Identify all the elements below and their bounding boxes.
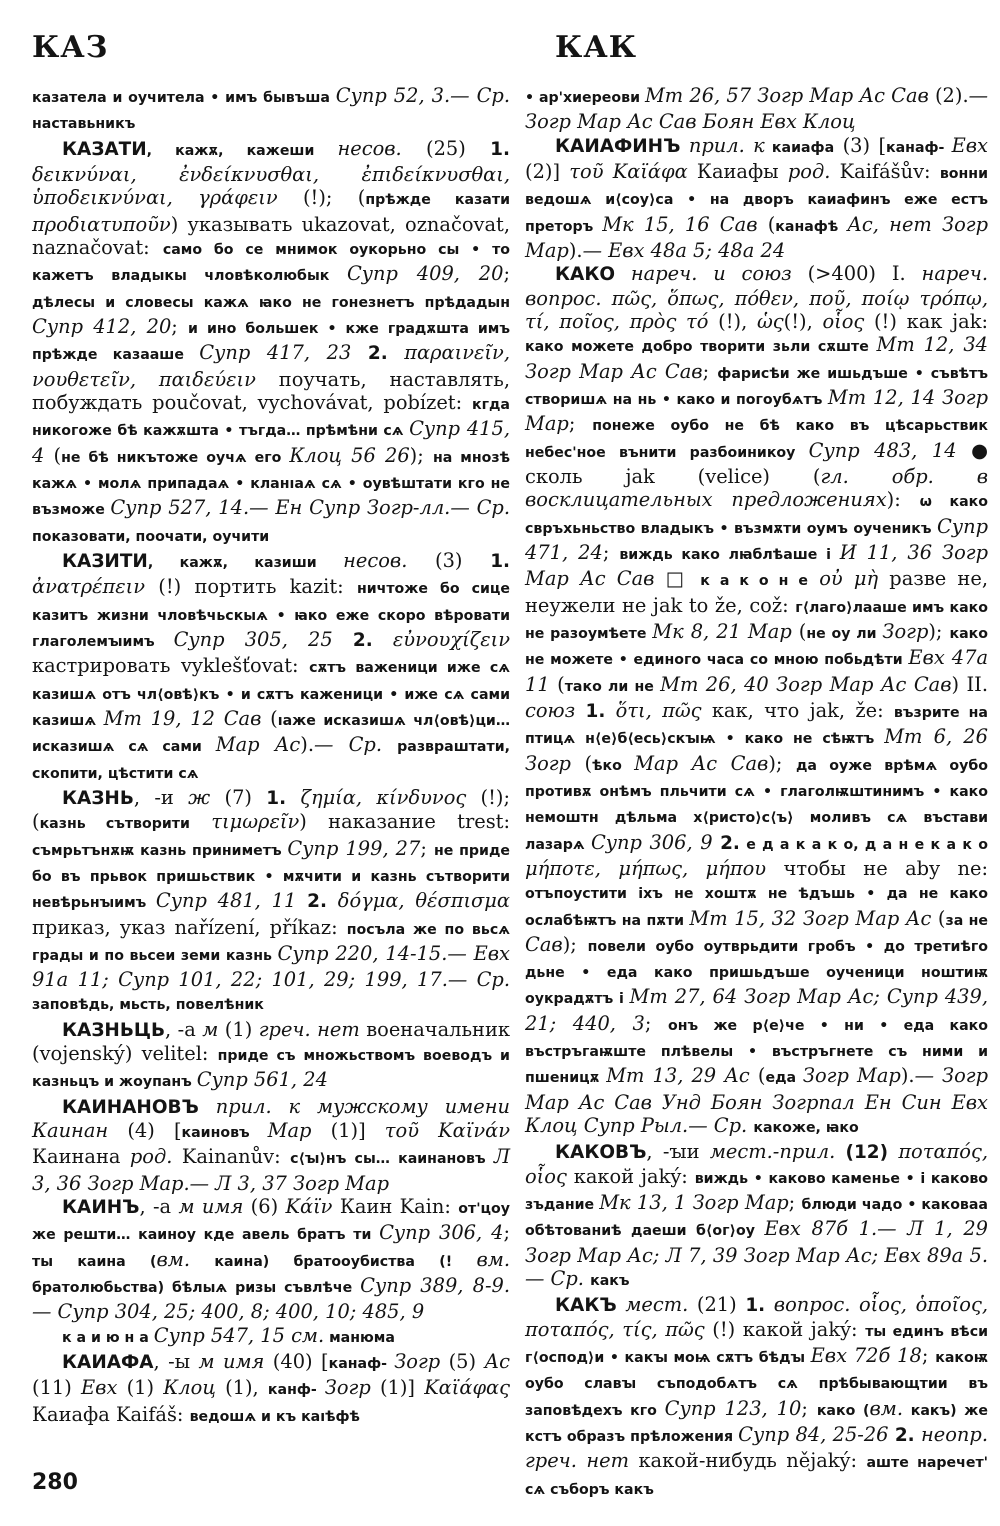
greek-text: πῶς, ὅπως, πόθεν, ποῦ, ποίῳ τρόπῳ, τί, ποῖος, πρὸς τό [525,286,988,333]
church-slavonic-text: съмрьтънѫѭ казнь приниметъ [32,842,288,859]
citation-text: нареч. вопрос. [525,262,988,310]
greek-text: τοῦ Καϊάφα [560,159,688,183]
citation-text: Мт 12, 34 Зогр Мар Ас Сав [525,333,988,383]
church-slavonic-text: братолюбьства) бѣлыѧ ризы съвлѣче [32,1280,361,1297]
gloss-text: военачальник (vojenský) velitel: [32,1017,511,1066]
citation-text: Супр 123, 10 [664,1396,802,1420]
church-slavonic-text: манюма [324,1329,395,1346]
gloss-text: (>400) I. [791,262,922,286]
citation-text: мест.-прил. [709,1140,836,1164]
citation-text: Супр 412, 20 [32,314,172,338]
church-slavonic-text: ты каина ( [32,1253,157,1270]
church-slavonic-text: г⟨лаго⟩лааше имъ како не разоумѣете [525,599,988,642]
gloss-text: (4) [ [108,1119,182,1143]
church-slavonic-text: каиафа [764,139,835,156]
gloss-text: ); [928,619,950,643]
church-slavonic-text: е д а к а к о, д а н е к а к о [739,836,989,853]
gloss-text: ( [791,619,807,643]
gloss-text: ); [768,751,796,775]
church-slavonic-text: вонни ведошѧ и⟨соу⟩са • на дворъ каиафинъ еже естъ преторъ [525,165,988,235]
citation-text: Л 3, 36 Зогр Мар.— Л 3, 37 Зогр Мар [32,1145,510,1195]
headword: 2. [720,832,740,854]
gloss-text: ( [757,212,776,236]
gloss-text: Kaifášův: [830,159,940,183]
citation-text: вопрос. [765,1293,851,1317]
citation-text: род. [129,1145,173,1169]
headword: КАЗНЬ [62,787,134,809]
citation-text: Мт 26, 57 Зогр Мар Ас Сав [644,84,929,107]
gloss-text: ): [886,488,920,512]
gloss-text: (2)] [525,159,561,183]
gloss-text: ( [261,706,278,730]
citation-text: несов. [337,136,402,160]
headword: КАКО [555,264,616,286]
headword: 2. [367,343,388,365]
headword: КАКЪ [555,1295,617,1317]
church-slavonic-text: како можете добро творити зьли сѫште [525,339,877,356]
church-slavonic-text: тако ли не [564,678,661,695]
church-slavonic-text: сѫтъ важеници иже сѧ казишѧ отъ чл⟨овѣ⟩къ • и сѫтъ каженици • иже сѧ сами казишѧ [32,660,510,729]
church-slavonic-text: каиновъ [181,1125,268,1142]
gloss-text: Каинана [32,1145,130,1169]
citation-text: Евх [951,133,988,157]
citation-text: Супр 305, 25 [173,627,333,651]
citation-text: ж [188,785,211,809]
gloss-text: ; [702,359,718,383]
gloss-text: , -ы [153,1350,199,1374]
headword: 1. [266,787,287,809]
gloss-text: кастрировать vyklešťovat: [32,654,310,678]
gloss-text: ); [409,443,433,467]
greek-text: δεικνύναι, ἐνδείκνυσθαι, ἐπιδείκνυσθαι, ὑποδεικνύναι, γράφειν [32,162,510,210]
citation-text: Мт 6, 26 Зогр [525,725,988,775]
gloss-text: , -и [133,785,189,809]
church-slavonic-text: како ( [816,1402,870,1419]
gloss-text: (!) какой jaký: [704,1317,866,1341]
citation-text: Супр 471, 24 [525,514,988,564]
citation-text: прил. к [688,133,765,157]
church-slavonic-text: онъ же р⟨е⟩че • ни • еда како въстръгаѭште плѣвелы • въстръгнете съ ними и пшеницѫ [525,1017,989,1087]
church-slavonic-text: повели оубо оутврьдити гробъ • до третиѣго дьне • еда како пришьдъше оученици ноштиѭ оукрадѫтъ і [525,938,989,1008]
right-column [525,84,988,1502]
citation-text: несов. [343,548,408,572]
gloss-text: какой jaký: [566,1164,695,1188]
church-slavonic-text: блюди чадо • каковаа обѣтованиѣ даеши б⟨ог⟩оу [525,1197,988,1240]
greek-text: προδιατυποῦν [32,212,171,236]
headword: КАКОВЪ [555,1142,647,1164]
greek-text: ζημία, κίνδυνος [286,785,467,809]
citation-text: м [202,1017,219,1041]
citation-text: Супр 220, 14-15.— Евх 91a 11; Супр 101, 22; 101, 29; 199, 17.— Ср. [32,941,510,992]
gloss-text: ; [788,1191,802,1215]
church-slavonic-text: от'цоу же решти… каиноу кде авель братъ ти [32,1201,510,1244]
church-slavonic-text: приде съ множьствомъ воеводъ и казньцъ и жоупанъ [32,1048,510,1091]
greek-text: τοῦ Καϊνάν [365,1119,510,1143]
church-slavonic-text: за не [945,912,988,929]
church-slavonic-text: развраштати, скопити, цѣстити сѧ [32,739,510,782]
gloss-text: приказ, указ nařízení, příkaz: [32,915,347,939]
church-slavonic-text: канафѣ [775,218,848,235]
greek-text: ὅτι, πῶς [605,698,702,722]
page-number: 280 [32,1470,78,1495]
citation-text: Зогр [394,1350,441,1374]
citation-text: неопр. греч. нет [525,1423,988,1473]
headword: 2. [307,891,327,913]
church-slavonic-text: дѣлесы и словесы кажѧ ꙗко не гонезнетъ прѣдадын [32,294,510,311]
dictionary-entry [32,1195,510,1324]
citation-text: Ас [484,1350,510,1374]
running-head-right: КАК [555,30,638,65]
headword: КАЗАТИ [62,138,147,160]
gloss-text: ; [801,1396,817,1420]
citation-text: Мар [267,1119,312,1143]
headword: КАИНАНОВЪ [62,1096,199,1118]
citation-text: Мк 13, 1 Зогр Мар [599,1191,789,1215]
church-slavonic-text: како не можете • единого часа со мною побьдѣти [525,625,988,669]
headword: КАИНЪ [62,1197,140,1219]
gloss-text: ( [570,751,593,775]
gloss-text [835,1140,845,1163]
gloss-text: ; [568,412,593,436]
citation-text: Супр 199, 27 [287,836,421,860]
citation-text: Мт 27, 64 Зогр Мар Ас; Супр 439, 21; 440, 3 [525,985,988,1035]
citation-text: Зогр Мар [802,1064,901,1088]
citation-text: Супр 415, 4 [32,417,510,467]
citation-text: — Евх 48a 5; 48a 24 [582,238,786,262]
church-slavonic-text: и ино большек • кже градѫшта имъ прѣжде казааше [32,320,510,364]
greek-text: δόγμα, θέσπισμα [326,889,510,913]
citation-text: греч. нет [258,1017,360,1041]
citation-text: Супр 52, 3.— Ср. [335,84,510,107]
gloss-text [575,699,585,722]
gloss-text: ). [568,238,583,262]
gloss-text [680,134,688,157]
gloss-text [296,889,307,912]
gloss-text: , -ꙑи [646,1140,710,1164]
gloss-text: ; [420,836,434,860]
church-slavonic-text: какоѭ оубо славꙑ съподобѧтъ сѧ прѣбывающтии въ заповѣдехъ кго [525,1350,988,1419]
citation-text: Мк 8, 21 Мар [652,619,792,643]
gloss-text: (1)] [370,1376,415,1400]
headword: 1. [490,138,510,160]
greek-text: ὡς [747,309,784,333]
gloss-text: , -а [139,1195,179,1219]
dictionary-entry [32,1018,510,1095]
gloss-text: (!); ( [32,785,511,834]
gloss-text: (6) [243,1195,279,1219]
church-slavonic-text: казатела и оучитела • имъ бывъша [32,90,336,106]
church-slavonic-text: ѣко [592,757,635,774]
church-slavonic-text: не приде бо въ прьвок пришьствик • мѫчити и казнь сътворити невѣрьнꙑимъ [32,842,510,912]
church-slavonic-text: фарисѣи же ишьдъше • съвѣтъ створишѧ на нь • како и погоубѧтъ [525,365,989,408]
gloss-text: , -а [165,1017,203,1041]
citation-text: Мт 13, 29 Ас [606,1064,750,1088]
greek-text: οἷος [812,309,865,333]
citation-text: Супр 84, 25-26 [738,1423,889,1447]
citation-text: вм. [476,1247,510,1271]
citation-text: Супр 561, 24 [196,1068,328,1092]
headword: КАЗНЬЦЬ [62,1019,165,1041]
dictionary-entry [525,262,988,1140]
citation-text: Мар Ас [215,733,301,757]
citation-text: Клоц [163,1376,216,1400]
headword: 2. [352,629,373,651]
citation-text: Евх 72б 18 [810,1344,922,1368]
citation-text: Супр 483, 14 [808,438,957,462]
church-slavonic-text: заповѣдь, мьсть, повелѣник [32,997,264,1014]
citation-text: — Ср. [314,733,398,757]
church-slavonic-text: канф- [267,1382,325,1399]
dictionary-entry [32,84,510,137]
gloss-text: (!) как jak: [864,309,988,333]
citation-text: Зогр [324,1376,371,1400]
greek-text: τιμωρεῖν [189,810,300,834]
running-head-left: КАЗ [32,30,109,65]
citation-text: м имя [178,1195,244,1219]
church-slavonic-text: • ар'хиереови [525,90,645,106]
dictionary-entry [32,137,510,549]
left-column [32,84,510,1429]
greek-text: ποταπός, οἷος [525,1140,988,1188]
citation-text: Супр 389, 8-9.— Супр 304, 25; 400, 8; 400, 10; 485, 9 [32,1274,510,1324]
church-slavonic-text: какъ [590,1273,630,1290]
gloss-text: (1), [215,1376,268,1400]
gloss-text: (5) [440,1350,485,1374]
citation-text: Зогр [882,619,929,643]
greek-text: ἀνατρέπειν [32,575,146,599]
church-slavonic-text: отъпоустити іхъ не хоштѫ не ѣдъшь • да не како ослабѣѭтъ на пѫти [525,886,988,929]
gloss-text: поучать, наставлять, побуждать poučovat, vychovávat, pobízet: [32,367,510,414]
headword: 2. [894,1425,915,1447]
church-slavonic-text: ничтоже бо сице казитъ жизни чловѣчьскыѧ • ꙗко еже скоро вѣровати глаголемꙑимъ [32,581,510,650]
church-slavonic-text: да оуже врѣмѧ оубо противѫ онѣмъ пльчити сѧ • глаголѭштинимъ • како немоштн дѣльма х⟨ристо⟩с⟨ъ⟩ моливъ сѧ въстави лазарѧ [525,757,988,853]
dictionary-entry [32,786,510,1018]
gloss-text: (1) [117,1376,164,1400]
gloss-text: ; [503,262,510,286]
citation-text: вм. [869,1396,904,1420]
gloss-text: (3) [ [834,133,887,157]
gloss-text: (7) [210,785,267,809]
gloss-text [199,1095,216,1118]
citation-text: Супр 481, 11 [155,889,297,913]
headword: 1. [490,550,511,572]
citation-text: Супр 547, 15 см. [153,1323,325,1347]
citation-text: м имя [198,1350,265,1374]
greek-text: παραινεῖν, νουθετεῖν, παιδεύειν [32,341,510,391]
citation-text: Клоц 56 26 [289,443,410,467]
church-slavonic-text: какоже, ꙗко [753,1120,859,1137]
gloss-text: ; [602,540,620,564]
gloss-text: ( [931,906,946,930]
citation-text: Мар Ас Сав [634,751,769,775]
church-slavonic-text: показовати, поочати, оучити [32,528,270,545]
gloss-text: (2). [928,84,969,107]
gloss-text [615,262,631,285]
gloss-text: ). [900,1064,915,1088]
citation-text: нареч. и союз [630,262,792,286]
headword: КАЗИТИ [62,550,148,572]
church-slavonic-text: наставьникъ [32,116,136,133]
greek-text: μήποτε, μήπως, μήπου [525,856,767,880]
dictionary-entry [525,1293,988,1502]
gloss-text: Каин Kain: [332,1195,459,1219]
church-slavonic-text: не бѣ никътоже оучѧ его [61,449,290,466]
church-slavonic-text: , кажѫ, казиши [147,554,344,571]
citation-text: Евх [81,1376,118,1400]
citation-text: Мт 19, 12 Сав [103,706,262,730]
gloss-text: ( [549,672,565,696]
gloss-text: (1)] [311,1119,366,1143]
church-slavonic-text: ıаже исказишѧ чл⟨овѣ⟩ци… исказишѧ сѧ сами [32,712,511,756]
gloss-text: ● сколь jak (velice) ( [525,438,988,488]
citation-text: Супр 306, 4 [379,1221,504,1245]
church-slavonic-text: посъла же по вьсѧ грады и по вьсеи земи казнь [32,921,510,964]
gloss-text: ; [171,314,189,338]
gloss-text: Каиафы [687,159,788,183]
church-slavonic-text: ведошѧ и къ каıѣфѣ [189,1408,360,1425]
citation-text: союз [525,698,576,722]
church-slavonic-text: , кажѫ, кажеши [146,142,338,159]
citation-text: Ас, нет Зогр Мар [525,212,989,262]
gloss-text: (25) [401,136,491,160]
gloss-text: ) указывать ukazovat, označovat, naznačovat: [32,212,510,259]
dictionary-entry [525,84,988,134]
gloss-text: Kainanův: [172,1145,291,1169]
gloss-text [351,341,368,364]
citation-text: Евх 47a 11 [525,646,988,696]
citation-text: Супр 409, 20 [346,262,504,286]
gloss-text: ) наказание trest: [299,810,510,834]
gloss-text [713,831,721,854]
citation-text: И 11, 36 Зогр Мар Ас Сав [525,540,988,591]
gloss-text: ( [44,443,62,467]
gloss-text: ) II. [951,672,989,696]
church-slavonic-text: виждь • каково каменье • і каково зъдание [525,1170,989,1214]
church-slavonic-text: какъ) же кстъ образъ прѣложения [525,1402,988,1446]
gloss-text: ( [749,1064,766,1088]
church-slavonic-text: на мнозѣ кажѧ • молѧ припадаѧ • кланıаѧ сѧ • оувѣштати кго не възможе [32,449,511,519]
gloss-text: разве не, неужели не jak to že, což: [525,567,988,617]
citation-text: — Зогр Мар Ас Сав Боян Евх Клоц [525,84,988,134]
citation-text: Супр 527, 14.— Ен Супр Зогр-лл.— Ср. [110,496,510,520]
dictionary-entry [32,1324,510,1350]
greek-text: οὐ μὴ [807,567,879,591]
citation-text: Мк 15, 16 Сав [602,212,758,236]
gloss-text: как, что jak, že: [701,698,894,722]
gloss-text: (!), [708,309,748,333]
church-slavonic-text: с⟨ꙑ⟩нъ сы… каинановъ [290,1151,494,1168]
church-slavonic-text: ты единъ вѣси г⟨оспод⟩и • какꙑ моѩ сѫтъ бѣдꙑ [525,1323,988,1367]
headword: 1. [745,1295,766,1317]
gloss-text: (3) [407,548,491,572]
church-slavonic-text: канаф- [328,1356,395,1373]
gloss-text: ; [503,1221,510,1245]
church-slavonic-text: каина) братооубиства (! [190,1253,477,1270]
citation-text: мест. [625,1293,689,1317]
gloss-text: ; [644,1011,668,1035]
greek-text: Καϊάφας [414,1376,511,1400]
church-slavonic-text: к а и ю н а [62,1329,154,1346]
citation-text: Сав [525,932,563,956]
church-slavonic-text: к а к о н е [700,573,808,590]
gloss-text: (11) [32,1376,82,1400]
church-slavonic-text: прѣжде казати [365,192,510,209]
church-slavonic-text: ѡ како свръхьньство владыкъ • възмѫти оумъ оученикъ [525,494,989,537]
greek-text: Κάϊν [278,1195,333,1219]
gloss-text: какой-нибудь nějaký: [629,1449,867,1473]
dictionary-entry [525,134,988,263]
citation-text: Мт 15, 32 Зогр Мар Ас [689,906,932,930]
church-slavonic-text: само бо се мнимок оукорьно сы • то кажетъ владыкы чловѣколюбык [32,241,510,285]
citation-text: прил. к мужскому имени Каинан [32,1094,510,1143]
dictionary-entry [32,1350,510,1429]
citation-text: Евх 87б 1.— Л 1, 29 Зогр Мар Ас; Л 7, 39 Зогр Мар Ас; Евх 89a 5.— Ср. [525,1217,989,1291]
gloss-text [333,628,353,651]
gloss-text: Каиафа Kaifáš: [32,1402,190,1426]
citation-text: Мт 26, 40 Зогр Мар Ас Сав [660,672,952,696]
citation-text: Мт 12, 14 Зогр Мар [525,385,988,436]
citation-text: род. [787,159,831,183]
church-slavonic-text: канаф- [886,139,952,156]
gloss-text: ); [562,932,588,956]
greek-text: εὐνουχίζειν [372,627,510,651]
church-slavonic-text: не оу ли [806,625,883,642]
citation-text: гл. обр. в восклицательных предложениях [525,464,988,512]
citation-text: вм. [156,1247,191,1271]
dictionary-entry [32,1095,510,1195]
gloss-text: чтобы не aby ne: [766,856,988,880]
gloss-text: ). [300,733,315,757]
church-slavonic-text: аште наречет' сѧ съборъ какъ [525,1455,988,1498]
gloss-text: (!) портить kazit: [145,575,357,599]
headword: КАИАФИНЪ [555,135,681,157]
citation-text: — Зогр Мар Ас Сав Унд Боян Зогрпал Ен Син Евх Клоц Супр Рыл.— Ср. [525,1064,989,1138]
gloss-text: ; [921,1344,936,1368]
church-slavonic-text: еда [765,1070,803,1087]
church-slavonic-text: казнь сътворити [39,816,190,833]
citation-text: Супр 417, 23 [199,341,352,365]
gloss-text: (!), [783,309,813,333]
gloss-text: (1) [218,1017,259,1041]
church-slavonic-text: възрите на птицѧ н⟨е⟩б⟨есь⟩скꙑѩ • како не сѣѭтъ [525,704,988,748]
dictionary-entry [32,549,510,786]
gloss-text: (40) [ [264,1350,329,1374]
gloss-text: (!); ( [277,186,366,210]
gloss-text: (21) [688,1293,746,1317]
dictionary-entry [525,1140,988,1293]
greek-text: οἷος, ὁποῖος, ποταπός, τίς, πῶς [525,1293,988,1341]
gloss-text: □ [654,567,701,591]
citation-text: Супр 306, 9 [590,830,713,854]
church-slavonic-text: кгда никогоже бѣ кажѫшта • тъгда… прѣмѣни сѧ [32,396,510,440]
headword: 1. [585,700,606,722]
church-slavonic-text: понеже оубо не бѣ како въ цѣсарьствик небес'ное вънити разбоиникоу [525,418,988,461]
headword: КАИАФА [62,1352,154,1374]
headword: (12) [845,1142,889,1164]
church-slavonic-text: виждь како лꙗблѣаше і [619,546,840,563]
